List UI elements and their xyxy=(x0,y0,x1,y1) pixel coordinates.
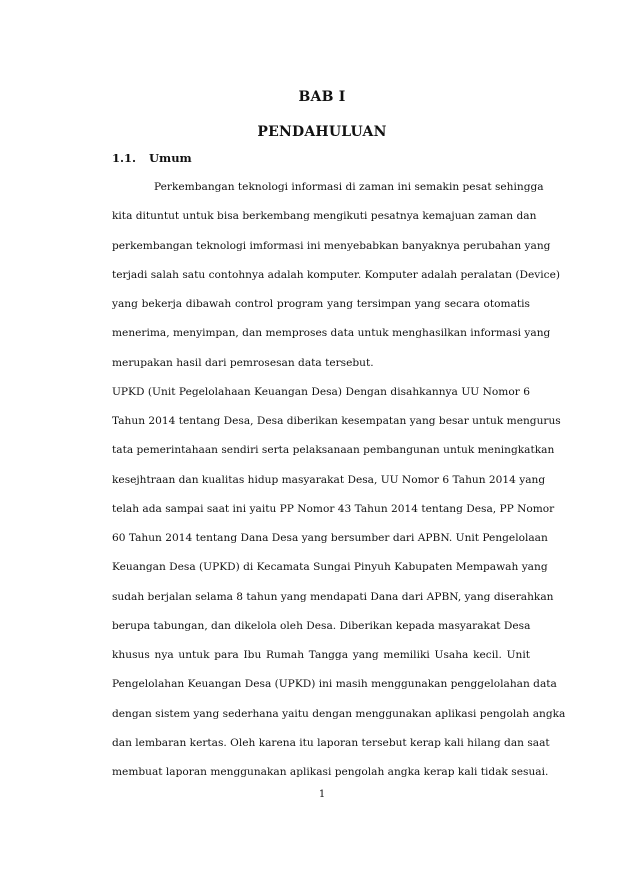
text-line: perkembangan teknologi imformasi ini menyebabkan banyaknya perubahan yang xyxy=(112,239,551,252)
text-line: yang bekerja dibawah control program yang tersimpan yang secara otomatis xyxy=(112,298,530,310)
text-line: dan lembaran kertas. Oleh karena itu laporan tersebut kerap kali hilang dan saat xyxy=(112,736,550,749)
text-line: 60 Tahun 2014 tentang Dana Desa yang bersumber dari APBN. Unit Pengelolaan xyxy=(112,532,548,544)
chapter-title: PENDAHULUAN xyxy=(257,124,387,140)
text-line: UPKD (Unit Pegelolahaan Keuangan Desa) Dengan disahkannya UU Nomor 6 xyxy=(112,385,530,398)
text-line: tata pemerintahaan sendiri serta pelaksanaan pembangunan untuk meningkatkan xyxy=(112,444,555,457)
paragraph-2 xyxy=(112,378,566,788)
text-line: telah ada sampai saat ini yaitu PP Nomor 43 Tahun 2014 tentang Desa, PP Nomor xyxy=(112,502,555,515)
section-number: 1.1. xyxy=(112,151,137,165)
text-line: kita dituntut untuk bisa berkembang mengikuti pesatnya kemajuan zaman dan xyxy=(112,210,537,223)
text-line: menerima, menyimpan, dan memproses data untuk menghasilkan informasi yang xyxy=(112,327,551,340)
chapter-number: BAB I xyxy=(298,89,346,105)
text-line: merupakan hasil dari pemrosesan data tersebut. xyxy=(112,356,374,369)
section-heading xyxy=(112,151,192,165)
text-line: membuat laporan menggunakan aplikasi pengolah angka kerap kali tidak sesuai. xyxy=(112,766,549,778)
paragraph-1 xyxy=(112,173,560,378)
text-line: Tahun 2014 tentang Desa, Desa diberikan kesempatan yang besar untuk mengurus xyxy=(112,415,561,427)
text-line: sudah berjalan selama 8 tahun yang mendapati Dana dari APBN, yang diserahkan xyxy=(112,590,554,603)
text-line: kesejhtraan dan kualitas hidup masyarakat Desa, UU Nomor 6 Tahun 2014 yang xyxy=(112,473,546,486)
text-line: khusus nya untuk para Ibu Rumah Tangga yang memiliki Usaha kecil. Unit xyxy=(112,649,530,661)
text-line: Keuangan Desa (UPKD) di Kecamata Sungai Pinyuh Kabupaten Mempawah yang xyxy=(112,561,548,574)
text-line: Pengelolahan Keuangan Desa (UPKD) ini masih menggunakan penggelolahan data xyxy=(112,678,557,691)
body-text xyxy=(112,173,566,787)
text-line: dengan sistem yang sederhana yaitu dengan menggunakan aplikasi pengolah angka xyxy=(112,707,566,720)
page-number: 1 xyxy=(318,789,326,800)
text-line: berupa tabungan, dan dikelola oleh Desa. Diberikan kepada masyarakat Desa xyxy=(112,619,531,632)
text-line: Perkembangan teknologi informasi di zaman ini semakin pesat sehingga xyxy=(154,181,544,193)
section-title: Umum xyxy=(149,151,192,165)
text-line: terjadi salah satu contohnya adalah komputer. Komputer adalah peralatan (Device) xyxy=(112,268,560,281)
